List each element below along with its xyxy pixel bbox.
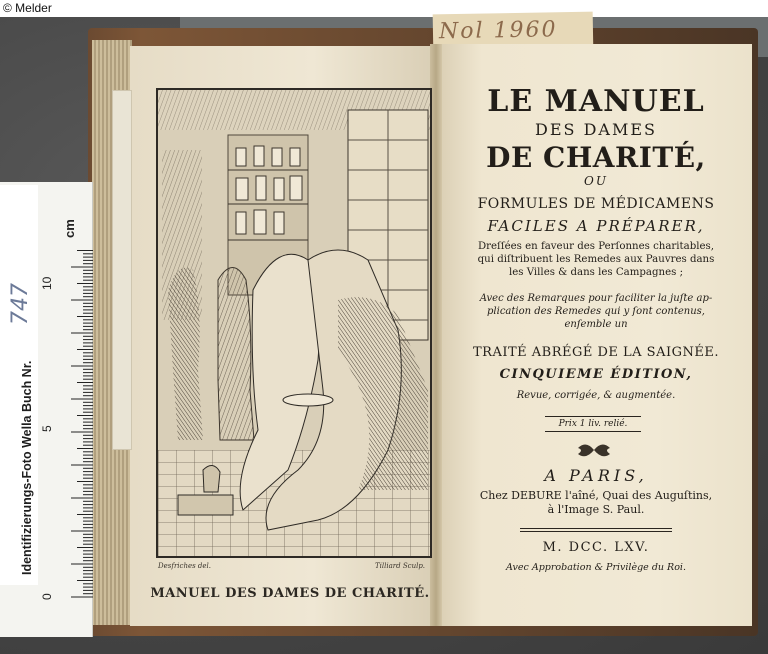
artist-credit-right: Tilliard Sculp.	[375, 562, 426, 570]
treatise-title: TRAITÉ ABRÉGÉ DE LA SAIGNÉE.	[472, 345, 719, 360]
slip-text: Nol 1960	[438, 17, 558, 45]
double-rule	[520, 528, 672, 532]
title-line-6: FACILES A PRÉPARER,	[487, 217, 705, 235]
ruler-unit: cm	[62, 219, 77, 238]
imprint-year: M. DCC. LXV.	[542, 540, 650, 555]
privilege-text: Avec Approbation & Privilège du Roi.	[506, 562, 686, 573]
edition-text: CINQUIEME ÉDITION,	[499, 367, 693, 382]
plate-title: MANUEL DES DAMES DE CHARITÉ.	[150, 586, 430, 601]
imprint-city: A PARIS,	[544, 466, 648, 485]
revision-text: Revue, corrigée, & augmentée.	[516, 390, 676, 401]
artist-credit-left: Desfriches del.	[158, 562, 211, 570]
dedication-text: Dreſſées en faveur des Perſonnes charitables, qui diſtribuent les Remedes aux Pauvres dans les Villes & dans les Campagnes ;	[477, 241, 715, 278]
watermark-bar	[0, 0, 768, 17]
title-line-2: DES DAMES	[535, 120, 657, 139]
title-line-4: OU	[584, 174, 608, 188]
ruler-ticks	[0, 0, 93, 654]
handwritten-number: 747	[8, 283, 33, 325]
fleuron-ornament-icon	[574, 440, 614, 460]
remarks-text: Avec des Remarques pour faciliter la juſte ap- plication des Remedes qui y ſont contenus, enſemble un	[479, 293, 713, 330]
ruler-caption: Identifizierungs-Foto Wella Buch Nr.	[20, 360, 34, 575]
title-line-1: LE MANUEL	[487, 84, 705, 119]
frontispiece-engraving	[156, 88, 432, 558]
ruler-label-0: 0	[40, 593, 54, 600]
publisher-text: Chez DEBURE l'aîné, Quai des Auguſtins, à l'Image S. Paul.	[479, 489, 713, 516]
ruler-label-5: 5	[40, 425, 54, 432]
title-line-5: FORMULES DE MÉDICAMENS	[477, 196, 715, 212]
price-box: Prix 1 liv. relié.	[545, 416, 641, 432]
engraving-illustration	[158, 90, 432, 558]
paper-tab	[112, 90, 132, 450]
ruler-label-10: 10	[40, 276, 54, 290]
title-line-3: DE CHARITÉ,	[486, 141, 706, 174]
copyright-text: © Melder	[3, 1, 52, 15]
